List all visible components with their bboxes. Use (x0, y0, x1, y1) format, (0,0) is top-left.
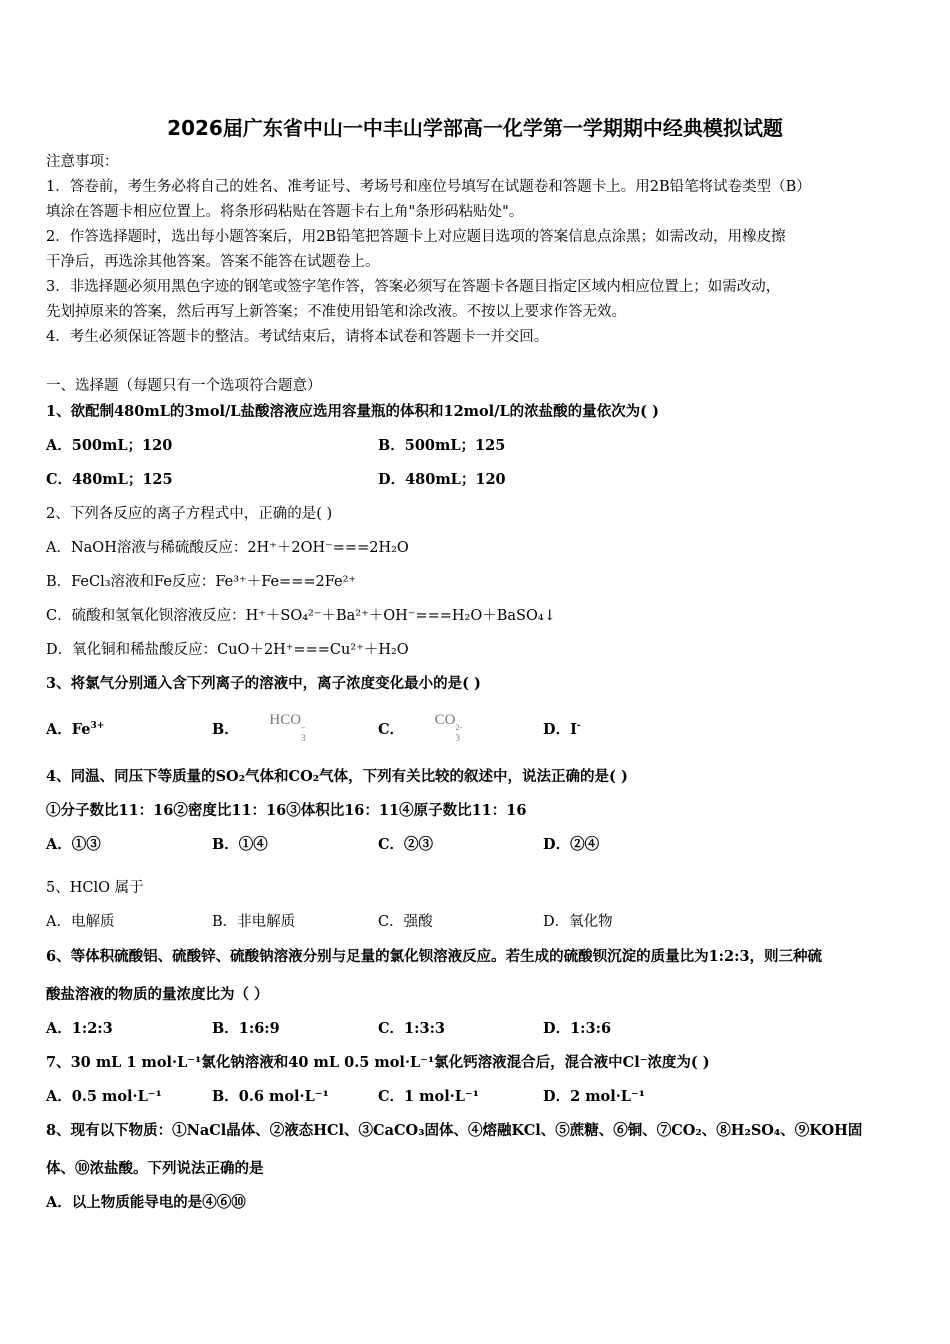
notice-line: 3．非选择题必须用黑色字迹的钢笔或签字笔作答，答案必须写在答题卡各题目指定区域内相应位置上；如需改动， (46, 279, 781, 295)
question-8-stem: 8、现有以下物质：①NaCl晶体、②液态HCl、③CaCO₃固体、④熔融KCl、⑤蔗糖、⑥铜、⑦CO₂、⑧H₂SO₄、⑨KOH固 (46, 1122, 863, 1139)
q8-option-a[interactable]: A．以上物质能导电的是④⑥⑩ (46, 1194, 246, 1211)
q1-option-a[interactable]: A．500mL；120 (46, 437, 173, 454)
notice-line: 干净后，再选涂其他答案。答案不能答在试题卷上。 (46, 254, 380, 270)
q5-option-a[interactable]: A．电解质 (46, 914, 115, 930)
question-8-stem-cont: 体、⑩浓盐酸。下列说法正确的是 (46, 1160, 264, 1177)
q3-d-text: I (570, 721, 577, 738)
q6-option-d[interactable]: D．1:3:6 (543, 1020, 612, 1037)
question-1-stem: 1、欲配制480mL的3mol/L盐酸溶液应选用容量瓶的体积和12mol/L的浓盐酸的量依次为( ) (46, 403, 659, 420)
q3-b-formula-wrap (269, 710, 309, 743)
q3-d-label: D． (543, 721, 571, 738)
q3-c-formula: CO (434, 712, 456, 728)
q2-option-d[interactable]: D．氧化铜和稀盐酸反应：CuO＋2H⁺===Cu²⁺＋H₂O (46, 642, 409, 658)
q3-option-d[interactable] (543, 720, 581, 740)
q3-a-sup: 3+ (90, 721, 105, 732)
q6-option-a[interactable]: A．1:2:3 (46, 1020, 113, 1037)
q2-option-c[interactable]: C．硫酸和氢氧化钡溶液反应：H⁺＋SO₄²⁻＋Ba²⁺＋OH⁻===H₂O＋BaSO₄↓ (46, 608, 556, 624)
q3-option-a[interactable] (46, 720, 104, 740)
question-5-stem: 5、HClO 属于 (46, 880, 144, 896)
q5-option-c[interactable]: C．强酸 (378, 914, 433, 930)
notice-line: 先划掉原来的答案，然后再写上新答案；不准使用铅笔和涂改液。不按以上要求作答无效。 (46, 304, 626, 320)
question-4-stem: 4、同温、同压下等质量的SO₂气体和CO₂气体，下列有关比较的叙述中，说法正确的是( ) (46, 768, 628, 785)
q5-option-b[interactable]: B．非电解质 (212, 914, 296, 930)
question-2-stem: 2、下列各反应的离子方程式中，正确的是( ) (46, 506, 333, 522)
q1-option-d[interactable]: D．480mL；120 (378, 471, 506, 488)
q3-option-b[interactable] (212, 712, 306, 743)
q3-b-label: B． (212, 721, 239, 738)
notice-line: 填涂在答题卡相应位置上。将条形码粘贴在答题卡右上角"条形码粘贴处"。 (46, 204, 524, 220)
question-3-stem: 3、将氯气分别通入含下列离子的溶液中，离子浓度变化最小的是( ) (46, 675, 481, 692)
q2-option-a[interactable]: A．NaOH溶液与稀硫酸反应：2H⁺＋2OH⁻===2H₂O (46, 540, 409, 556)
q3-c-sub: 3 (455, 733, 460, 743)
q3-d-sup: - (576, 721, 581, 732)
q6-option-b[interactable]: B．1:6:9 (212, 1020, 280, 1037)
q2-option-b[interactable]: B．FeCl₃溶液和Fe反应：Fe³⁺＋Fe===2Fe²⁺ (46, 574, 357, 590)
question-6-stem: 6、等体积硫酸铝、硫酸锌、硫酸钠溶液分别与足量的氯化钡溶液反应。若生成的硫酸钡沉淀的质量比为1:2:3，则三种硫 (46, 948, 823, 965)
notice-line: 4．考生必须保证答题卡的整洁。考试结束后，请将本试卷和答题卡一并交回。 (46, 329, 549, 345)
q3-b-sup: − (301, 723, 306, 732)
section-heading: 一、选择题（每题只有一个选项符合题意） (46, 378, 322, 394)
question-6-stem-cont: 酸盐溶液的物质的量浓度比为（ ） (46, 986, 269, 1003)
notice-heading: 注意事项： (46, 154, 119, 170)
q3-a-label: A． (46, 721, 72, 738)
question-7-stem: 7、30 mL 1 mol·L⁻¹氯化钠溶液和40 mL 0.5 mol·L⁻¹氯化钙溶液混合后，混合液中Cl⁻浓度为( ) (46, 1054, 710, 1071)
q3-c-formula-wrap (434, 710, 466, 743)
notice-line: 2．作答选择题时，选出每小题答案后，用2B铅笔把答题卡上对应题目选项的答案信息点涂黑；如需改动，用橡皮擦 (46, 229, 786, 245)
q3-b-sub: 3 (301, 733, 306, 743)
q3-a-text: Fe (71, 721, 91, 738)
notice-line: 1．答卷前，考生务必将自己的姓名、准考证号、考场号和座位号填写在试题卷和答题卡上。用2B铅笔将试卷类型（B） (46, 179, 811, 195)
q6-option-c[interactable]: C．1:3:3 (378, 1020, 446, 1037)
q4-option-a[interactable]: A．①③ (46, 836, 101, 853)
q3-b-formula: HCO (269, 712, 302, 728)
q3-c-sup: 2- (455, 723, 463, 732)
q7-option-d[interactable]: D．2 mol·L⁻¹ (543, 1088, 645, 1105)
q1-option-b[interactable]: B．500mL；125 (378, 437, 506, 454)
q4-option-b[interactable]: B．①④ (212, 836, 268, 853)
page-title: 2026届广东省中山一中丰山学部高一化学第一学期期中经典模拟试题 (167, 116, 783, 140)
q4-option-d[interactable]: D．②④ (543, 836, 600, 853)
q7-option-b[interactable]: B．0.6 mol·L⁻¹ (212, 1088, 329, 1105)
q1-option-c[interactable]: C．480mL；125 (46, 471, 173, 488)
q3-c-label: C． (378, 721, 405, 738)
q7-option-a[interactable]: A．0.5 mol·L⁻¹ (46, 1088, 162, 1105)
q5-option-d[interactable]: D．氧化物 (543, 914, 613, 930)
q4-option-c[interactable]: C．②③ (378, 836, 434, 853)
q3-option-c[interactable] (378, 712, 463, 743)
q7-option-c[interactable]: C．1 mol·L⁻¹ (378, 1088, 479, 1105)
q4-items: ①分子数比11：16②密度比11：16③体积比16：11④原子数比11：16 (46, 802, 527, 819)
